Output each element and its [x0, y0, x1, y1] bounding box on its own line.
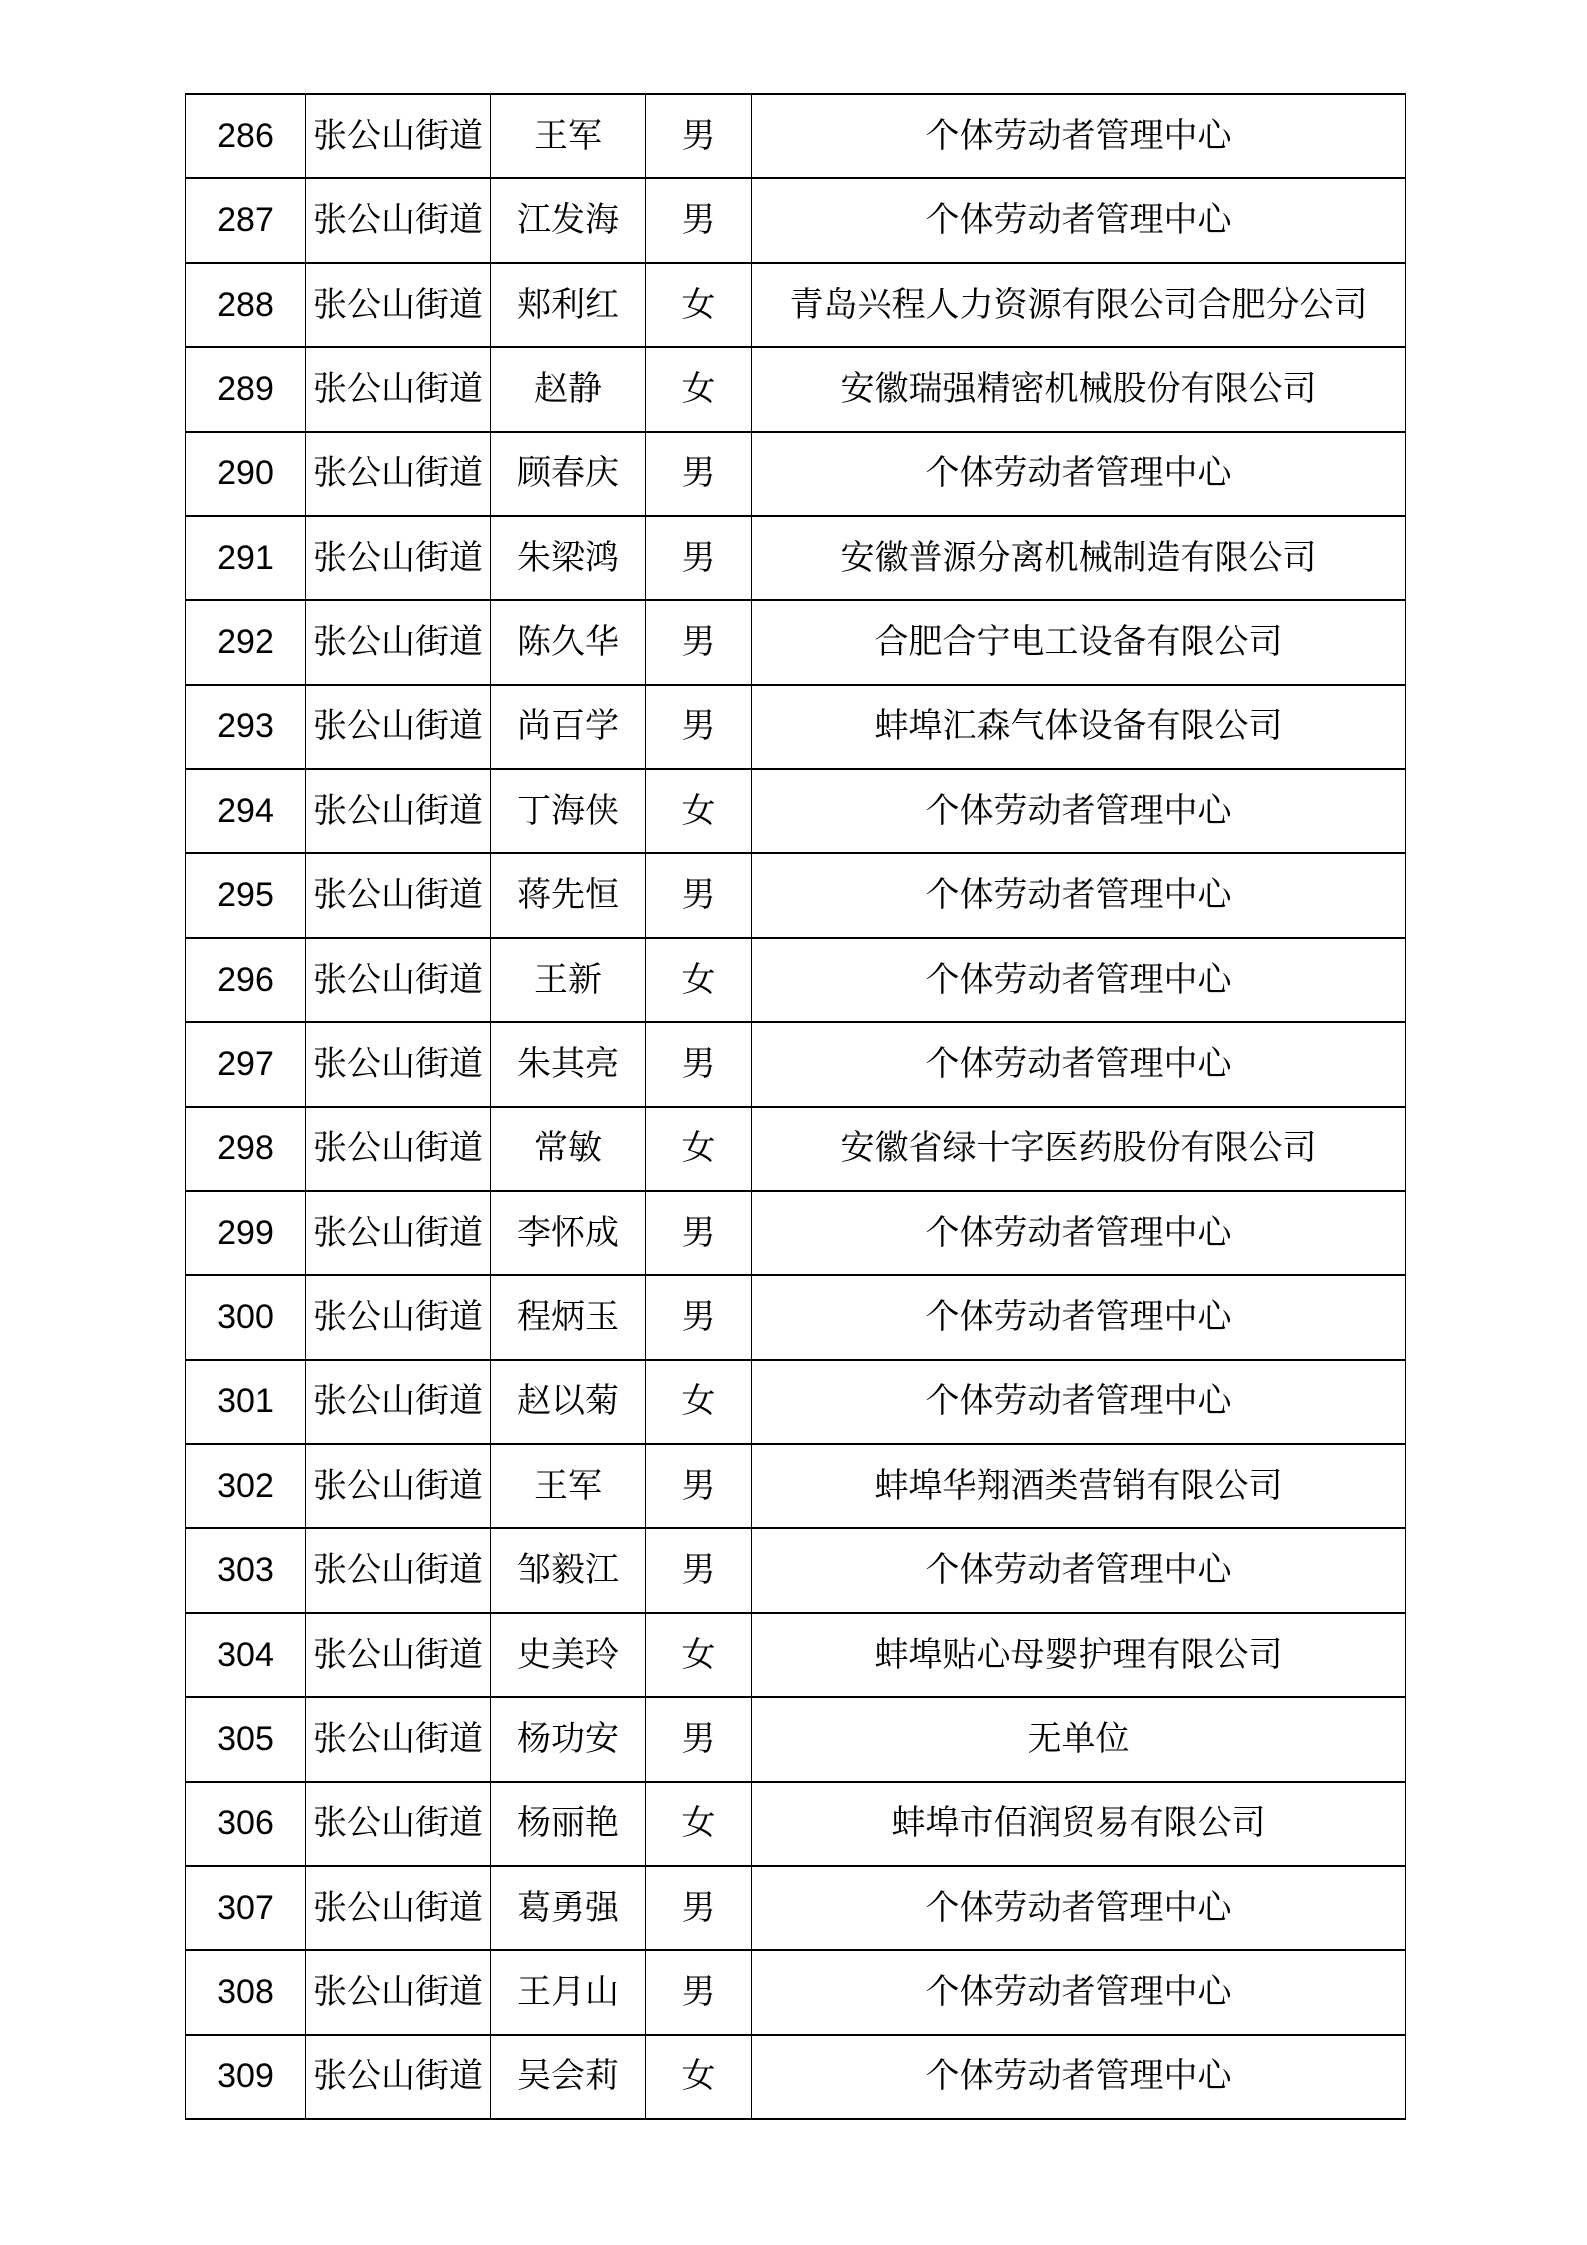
cell-name: 丁海侠 — [491, 769, 646, 853]
table-row — [186, 853, 1406, 937]
cell-name: 赵以菊 — [491, 1360, 646, 1444]
cell-name: 杨功安 — [491, 1697, 646, 1781]
cell-street: 张公山街道 — [306, 178, 491, 262]
cell-gender: 男 — [646, 600, 752, 684]
cell-no: 297 — [186, 1022, 306, 1106]
cell-no: 286 — [186, 94, 306, 178]
cell-street: 张公山街道 — [306, 1950, 491, 2034]
cell-employer: 个体劳动者管理中心 — [752, 1191, 1406, 1275]
table-row — [186, 938, 1406, 1022]
table-row — [186, 347, 1406, 431]
cell-no: 299 — [186, 1191, 306, 1275]
table-row — [186, 600, 1406, 684]
cell-employer: 个体劳动者管理中心 — [752, 769, 1406, 853]
cell-gender: 男 — [646, 1275, 752, 1359]
table-row — [186, 1360, 1406, 1444]
cell-name: 蒋先恒 — [491, 853, 646, 937]
cell-gender: 男 — [646, 432, 752, 516]
cell-gender: 女 — [646, 1613, 752, 1697]
cell-street: 张公山街道 — [306, 938, 491, 1022]
cell-street: 张公山街道 — [306, 1107, 491, 1191]
cell-no: 298 — [186, 1107, 306, 1191]
cell-gender: 男 — [646, 516, 752, 600]
table-row — [186, 94, 1406, 178]
cell-gender: 男 — [646, 1022, 752, 1106]
cell-gender: 男 — [646, 1528, 752, 1612]
cell-street: 张公山街道 — [306, 347, 491, 431]
cell-gender: 男 — [646, 94, 752, 178]
cell-gender: 男 — [646, 853, 752, 937]
cell-gender: 女 — [646, 263, 752, 347]
roster-table — [185, 93, 1406, 2120]
cell-name: 顾春庆 — [491, 432, 646, 516]
cell-street: 张公山街道 — [306, 600, 491, 684]
table-row — [186, 516, 1406, 600]
cell-no: 303 — [186, 1528, 306, 1612]
table-row — [186, 1022, 1406, 1106]
cell-employer: 个体劳动者管理中心 — [752, 1022, 1406, 1106]
table-row — [186, 1613, 1406, 1697]
table-row — [186, 685, 1406, 769]
cell-name: 王军 — [491, 1444, 646, 1528]
cell-name: 史美玲 — [491, 1613, 646, 1697]
cell-no: 287 — [186, 178, 306, 262]
cell-employer: 个体劳动者管理中心 — [752, 1360, 1406, 1444]
table-row — [186, 1782, 1406, 1866]
cell-name: 邹毅江 — [491, 1528, 646, 1612]
cell-name: 吴会莉 — [491, 2035, 646, 2119]
cell-employer: 个体劳动者管理中心 — [752, 1275, 1406, 1359]
cell-no: 290 — [186, 432, 306, 516]
cell-street: 张公山街道 — [306, 2035, 491, 2119]
cell-street: 张公山街道 — [306, 1022, 491, 1106]
cell-employer: 蚌埠华翔酒类营销有限公司 — [752, 1444, 1406, 1528]
cell-name: 程炳玉 — [491, 1275, 646, 1359]
cell-gender: 男 — [646, 178, 752, 262]
cell-no: 304 — [186, 1613, 306, 1697]
cell-name: 郏利红 — [491, 263, 646, 347]
cell-no: 302 — [186, 1444, 306, 1528]
table-row — [186, 1528, 1406, 1612]
cell-name: 杨丽艳 — [491, 1782, 646, 1866]
cell-no: 301 — [186, 1360, 306, 1444]
cell-street: 张公山街道 — [306, 1444, 491, 1528]
cell-street: 张公山街道 — [306, 853, 491, 937]
cell-employer: 安徽普源分离机械制造有限公司 — [752, 516, 1406, 600]
cell-name: 李怀成 — [491, 1191, 646, 1275]
cell-gender: 男 — [646, 685, 752, 769]
cell-employer: 个体劳动者管理中心 — [752, 178, 1406, 262]
cell-street: 张公山街道 — [306, 769, 491, 853]
cell-no: 293 — [186, 685, 306, 769]
cell-gender: 男 — [646, 1444, 752, 1528]
cell-street: 张公山街道 — [306, 685, 491, 769]
cell-street: 张公山街道 — [306, 1782, 491, 1866]
cell-no: 305 — [186, 1697, 306, 1781]
cell-name: 尚百学 — [491, 685, 646, 769]
cell-no: 309 — [186, 2035, 306, 2119]
cell-employer: 蚌埠汇森气体设备有限公司 — [752, 685, 1406, 769]
cell-street: 张公山街道 — [306, 1697, 491, 1781]
cell-name: 葛勇强 — [491, 1866, 646, 1950]
cell-gender: 女 — [646, 769, 752, 853]
cell-street: 张公山街道 — [306, 1275, 491, 1359]
cell-street: 张公山街道 — [306, 94, 491, 178]
cell-gender: 女 — [646, 1107, 752, 1191]
cell-street: 张公山街道 — [306, 432, 491, 516]
cell-no: 292 — [186, 600, 306, 684]
cell-employer: 个体劳动者管理中心 — [752, 853, 1406, 937]
table-row — [186, 1444, 1406, 1528]
cell-name: 陈久华 — [491, 600, 646, 684]
table-row — [186, 1191, 1406, 1275]
cell-employer: 无单位 — [752, 1697, 1406, 1781]
cell-gender: 男 — [646, 1866, 752, 1950]
cell-no: 289 — [186, 347, 306, 431]
table-row — [186, 1107, 1406, 1191]
cell-no: 288 — [186, 263, 306, 347]
cell-employer: 个体劳动者管理中心 — [752, 1950, 1406, 2034]
cell-name: 常敏 — [491, 1107, 646, 1191]
cell-gender: 女 — [646, 2035, 752, 2119]
roster-table-body — [186, 94, 1406, 2119]
cell-gender: 男 — [646, 1950, 752, 2034]
cell-no: 296 — [186, 938, 306, 1022]
cell-employer: 安徽瑞强精密机械股份有限公司 — [752, 347, 1406, 431]
table-row — [186, 1866, 1406, 1950]
table-row — [186, 1950, 1406, 2034]
cell-no: 295 — [186, 853, 306, 937]
cell-name: 朱其亮 — [491, 1022, 646, 1106]
cell-name: 王新 — [491, 938, 646, 1022]
cell-gender: 女 — [646, 347, 752, 431]
cell-street: 张公山街道 — [306, 263, 491, 347]
cell-name: 王军 — [491, 94, 646, 178]
cell-name: 江发海 — [491, 178, 646, 262]
cell-employer: 青岛兴程人力资源有限公司合肥分公司 — [752, 263, 1406, 347]
cell-employer: 个体劳动者管理中心 — [752, 432, 1406, 516]
table-row — [186, 432, 1406, 516]
cell-street: 张公山街道 — [306, 1360, 491, 1444]
cell-employer: 合肥合宁电工设备有限公司 — [752, 600, 1406, 684]
cell-employer: 蚌埠市佰润贸易有限公司 — [752, 1782, 1406, 1866]
cell-street: 张公山街道 — [306, 1528, 491, 1612]
cell-no: 308 — [186, 1950, 306, 2034]
cell-street: 张公山街道 — [306, 1866, 491, 1950]
cell-no: 307 — [186, 1866, 306, 1950]
cell-employer: 个体劳动者管理中心 — [752, 1528, 1406, 1612]
cell-gender: 女 — [646, 1360, 752, 1444]
cell-street: 张公山街道 — [306, 1613, 491, 1697]
cell-gender: 男 — [646, 1697, 752, 1781]
cell-no: 294 — [186, 769, 306, 853]
cell-name: 王月山 — [491, 1950, 646, 2034]
cell-gender: 女 — [646, 938, 752, 1022]
cell-no: 300 — [186, 1275, 306, 1359]
cell-no: 306 — [186, 1782, 306, 1866]
table-row — [186, 1275, 1406, 1359]
table-row — [186, 178, 1406, 262]
cell-employer: 安徽省绿十字医药股份有限公司 — [752, 1107, 1406, 1191]
table-row — [186, 2035, 1406, 2119]
cell-employer: 个体劳动者管理中心 — [752, 2035, 1406, 2119]
cell-employer: 蚌埠贴心母婴护理有限公司 — [752, 1613, 1406, 1697]
cell-gender: 男 — [646, 1191, 752, 1275]
cell-employer: 个体劳动者管理中心 — [752, 1866, 1406, 1950]
table-row — [186, 769, 1406, 853]
cell-name: 赵静 — [491, 347, 646, 431]
cell-no: 291 — [186, 516, 306, 600]
table-row — [186, 263, 1406, 347]
cell-street: 张公山街道 — [306, 516, 491, 600]
cell-street: 张公山街道 — [306, 1191, 491, 1275]
cell-gender: 女 — [646, 1782, 752, 1866]
cell-name: 朱梁鸿 — [491, 516, 646, 600]
cell-employer: 个体劳动者管理中心 — [752, 94, 1406, 178]
cell-employer: 个体劳动者管理中心 — [752, 938, 1406, 1022]
table-row — [186, 1697, 1406, 1781]
